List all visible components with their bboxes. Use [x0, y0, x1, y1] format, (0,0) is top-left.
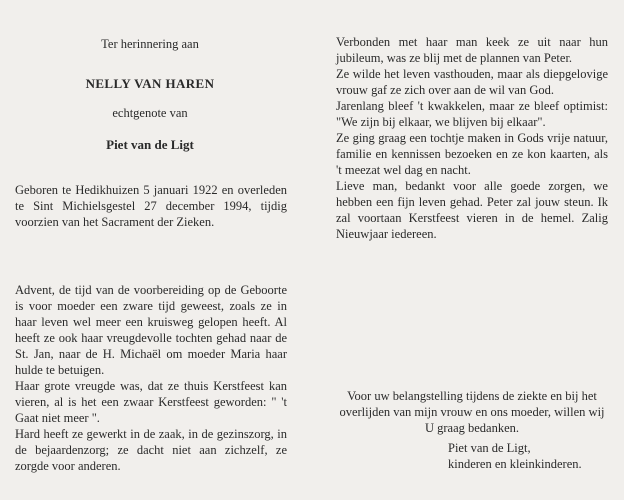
birth-death-block: [15, 182, 287, 230]
paragraph-kwakkelen: Jarenlang bleef 't kwakkelen, maar ze bleef optimist: "We zijn bij elkaar, we blijven bij elkaar".: [336, 99, 608, 129]
spouse-name: Piet van de Ligt: [106, 137, 194, 152]
thanks-block: [336, 388, 608, 436]
spouse-intro: echtgenote van: [112, 106, 188, 120]
paragraph-advent: Advent, de tijd van de voorbereiding op de Geboorte is voor moeder een zware tijd geweest, zoals ze in haar leven wel meer een kruisweg gelopen heeft. Al heeft ze ook haar vreugdevolle tochten gehad naar de St. Jan, naar de H. Michaël om moeder Maria haar hulde te betuigen.: [15, 283, 287, 377]
deceased-name: NELLY VAN HAREN: [85, 76, 215, 91]
spouse-intro-block: [70, 105, 230, 121]
deceased-name-block: [40, 76, 260, 92]
paragraph-leven-vasthouden: Ze wilde het leven vasthouden, maar als diepgelovige vrouw gaf ze zich over aan de wil van God.: [336, 67, 608, 97]
signature-family: kinderen en kleinkinderen.: [448, 457, 582, 471]
paragraph-lieve-man: Lieve man, bedankt voor alle goede zorgen, we hebben een fijn leven gehad. Peter zal jouw steun. Ik zal voortaan Kerstfeest vieren in de hemel. Zalig Nieuwjaar iedereen.: [336, 179, 608, 241]
intro-line: Ter herinnering aan: [101, 37, 199, 51]
thanks-text: Voor uw belangstelling tijdens de ziekte en bij het overlijden van mijn vrouw en ons moeder, willen wij U graag bedanken.: [339, 389, 605, 435]
left-paragraphs: [15, 282, 287, 474]
paragraph-tochtje: Ze ging graag een tochtje maken in Gods vrije natuur, familie en kennissen bezoeken en ze kon kaarten, als 't meezat wel dag en nacht.: [336, 131, 608, 177]
spouse-name-block: [70, 137, 230, 153]
right-paragraphs: [336, 34, 608, 242]
paragraph-kerstfeest: Haar grote vreugde was, dat ze thuis Kerstfeest kan vieren, al is het een zwaar Kerstfeest geworden: " 't Gaat niet meer ".: [15, 379, 287, 425]
signature-block: [448, 440, 618, 472]
paragraph-hard-gewerkt: Hard heeft ze gewerkt in de zaak, in de gezinszorg, in de bejaardenzorg; ze dacht niet aan zichzelf, ze zorgde voor anderen.: [15, 427, 287, 473]
signature-name: Piet van de Ligt,: [448, 441, 531, 455]
birth-death-text: Geboren te Hedikhuizen 5 januari 1922 en overleden te Sint Michielsgestel 27 december 1994, tijdig voorzien van het Sacrament der Zieken.: [15, 183, 287, 229]
paragraph-verbonden: Verbonden met haar man keek ze uit naar hun jubileum, was ze blij met de plannen van Peter.: [336, 35, 608, 65]
intro-text: [70, 36, 230, 52]
